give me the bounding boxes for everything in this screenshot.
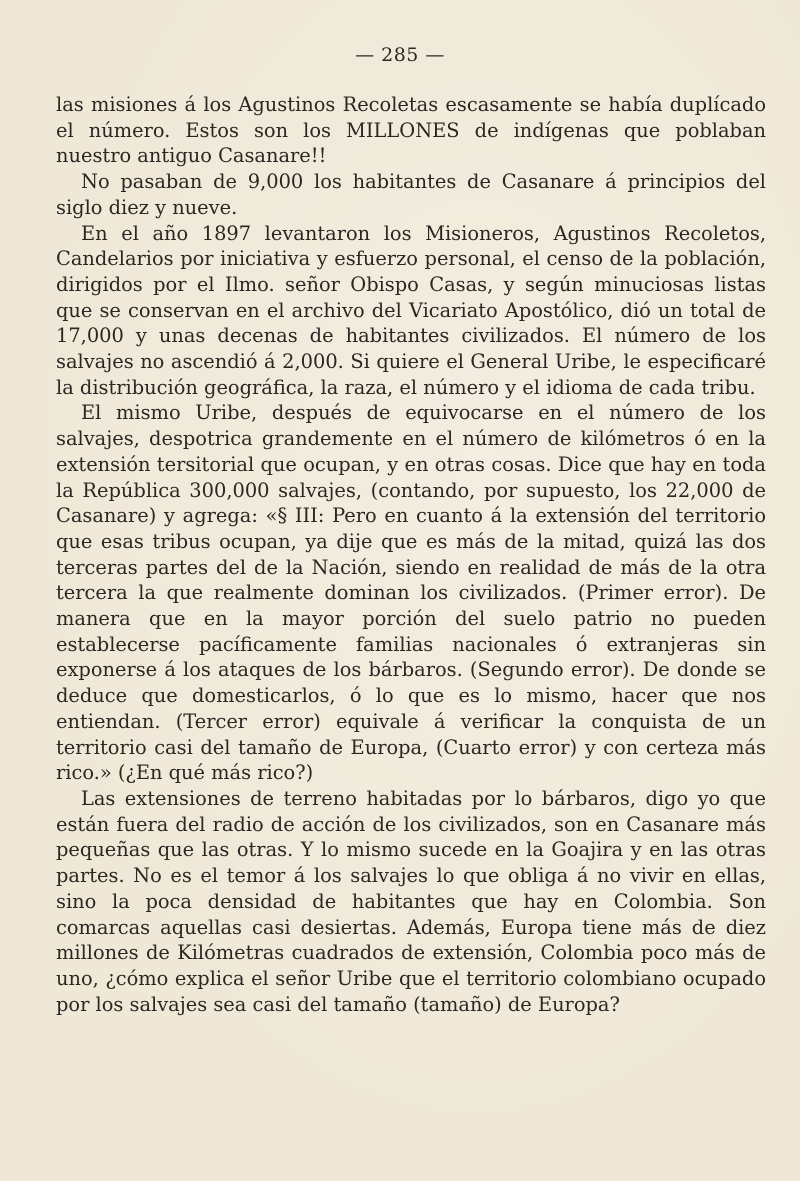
paragraph-3: En el año 1897 levantaron los Misioneros, Agustinos Recoletos, Candelarios por iniciativa y esfuerzo personal, el censo de la población, dirigidos por el Ilmo. señor Obispo Casas, y según minuciosas listas que se conservan en el archivo del Vicariato Apostólico, dió un total de 17,000 y unas decenas de habitantes civilizados. El número de los salvajes no ascendió á 2,000. Si quiere el General Uribe, le especificaré la distribución geográfica, la raza, el número y el idioma de cada tribu. xyxy=(56,221,766,399)
paragraph-4: El mismo Uribe, después de equivocarse en el número de los salvajes, despotrica grandemente en el número de kilómetros ó en la extensión tersitorial que ocupan, y en otras cosas. Dice que hay en toda la República 300,000 salvajes, (contando, por supuesto, los 22,000 de Casanare) y agrega: «§ III: Pero en cuanto á la extensión del territorio que esas tribus ocupan, ya dije que es más de la mitad, quizá las dos terceras partes del de la Nación, siendo en realidad de más de la otra tercera la que realmente dominan los civilizados. (Primer error). De manera que en la mayor porción del suelo patrio no pueden establecerse pacíficamente familias nacionales ó extranjeras sin exponerse á los ataques de los bárbaros. (Segundo error). De donde se deduce que domesticarlos, ó lo que es lo mismo, hacer que nos entiendan. (Tercer error) equivale á verificar la conquista de un territorio casi del tamaño de Europa, (Cuarto error) y con certeza más rico.» (¿En qué más rico?) xyxy=(56,401,766,785)
paragraph-2: No pasaban de 9,000 los habitantes de Casanare á principios del siglo diez y nueve. xyxy=(56,170,766,219)
paragraph-1: las misiones á los Agustinos Recoletas escasamente se había duplícado el número. Estos son los MILLONES de indígenas que poblaban nuestro antiguo Casanare!! xyxy=(56,93,766,168)
body-text xyxy=(56,92,766,1017)
paragraph-5: Las extensiones de terreno habitadas por lo bárbaros, digo yo que están fuera del radio de acción de los civilizados, son en Casanare más pequeñas que las otras. Y lo mismo sucede en la Goajira y en las otras partes. No es el temor á los salvajes lo que obliga á no vivir en ellas, sino la poca densidad de habitantes que hay en Colombia. Son comarcas aquellas casi desiertas. Además, Europa tiene más de diez millones de Kilómetras cuadrados de extensión, Colombia poco más de uno, ¿cómo explica el señor Uribe que el territorio colombiano ocupado por los salvajes sea casi del tamaño (tamaño) de Europa? xyxy=(56,786,766,1016)
page-number: — 285 — xyxy=(355,44,445,66)
